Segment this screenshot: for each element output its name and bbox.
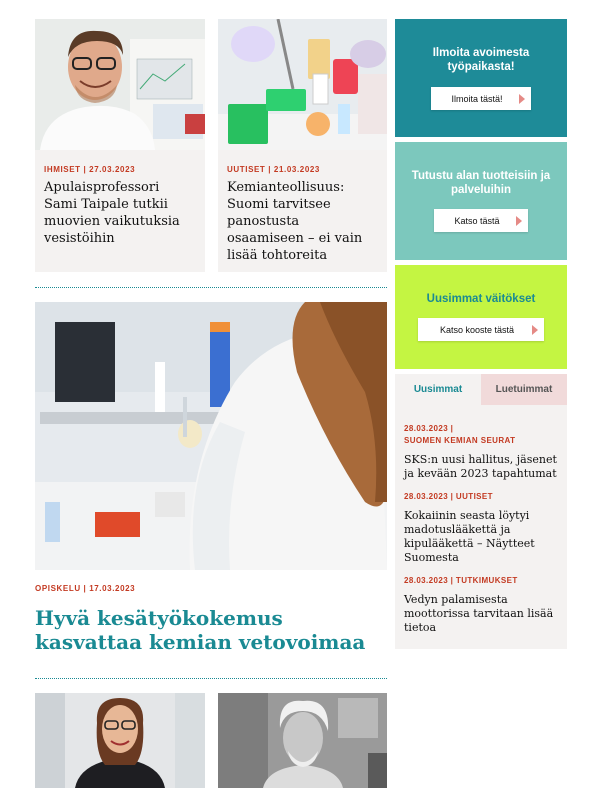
list-item[interactable] bbox=[404, 575, 560, 635]
article-image-woman[interactable] bbox=[35, 693, 205, 788]
view-products-button[interactable] bbox=[434, 209, 528, 232]
list-item[interactable] bbox=[404, 491, 560, 565]
date-label: 27.03.2023 bbox=[89, 165, 136, 174]
view-dissertations-button[interactable] bbox=[418, 318, 544, 341]
promo-title: Tutustu alan tuotteisiin ja palveluihin bbox=[411, 170, 551, 196]
promo-title: Uusimmat väitökset bbox=[426, 293, 536, 305]
category-label[interactable]: UUTISET bbox=[227, 165, 266, 174]
feature-image-lab[interactable] bbox=[35, 302, 387, 570]
tab-latest[interactable]: Uusimmat bbox=[395, 374, 481, 405]
button-label: Katso tästä bbox=[454, 215, 500, 226]
news-title[interactable]: SKS:n uusi hallitus, jäsenet ja kevään 2023 tapahtumat bbox=[404, 453, 557, 480]
article-image-older-man[interactable] bbox=[218, 693, 387, 788]
promo-box-job-ad bbox=[395, 19, 567, 137]
promo-title: Ilmoita avoimesta työpaikasta! bbox=[432, 47, 530, 73]
category-label[interactable]: OPISKELU bbox=[35, 584, 81, 593]
promo-box-dissertations bbox=[395, 265, 567, 369]
arrow-right-icon bbox=[516, 216, 522, 226]
arrow-right-icon bbox=[532, 325, 538, 335]
article-meta: UUTISET | 21.03.2023 bbox=[227, 165, 320, 174]
article-title[interactable]: Apulaisprofessori Sami Taipale tutkii muovien vaikutuksia vesistöihin bbox=[44, 180, 180, 246]
feature-title[interactable]: Hyvä kesätyökokemus kasvattaa kemian vetovoimaa bbox=[35, 606, 366, 654]
section-divider bbox=[35, 678, 387, 679]
date-label: 21.03.2023 bbox=[273, 165, 320, 174]
post-job-button[interactable] bbox=[431, 87, 531, 110]
section-divider bbox=[35, 287, 387, 288]
article-meta: IHMISET | 27.03.2023 bbox=[44, 165, 136, 174]
news-date: 28.03.2023 | TUTKIMUKSET bbox=[404, 576, 518, 585]
article-card-1[interactable] bbox=[35, 19, 205, 272]
button-label: Ilmoita tästä! bbox=[451, 93, 503, 104]
list-item[interactable] bbox=[404, 423, 560, 481]
news-date: 28.03.2023 | UUTISET bbox=[404, 492, 493, 501]
news-date: 28.03.2023 | bbox=[404, 424, 454, 433]
category-label[interactable]: IHMISET bbox=[44, 165, 81, 174]
article-image-lab-pipette[interactable] bbox=[218, 19, 387, 150]
news-list bbox=[395, 405, 567, 649]
article-title[interactable]: Kemianteollisuus: Suomi tarvitsee panostusta osaamiseen – ei vain lisää tohtoreita bbox=[227, 180, 363, 263]
feature-meta: OPISKELU | 17.03.2023 bbox=[35, 584, 136, 593]
date-label: 17.03.2023 bbox=[89, 584, 136, 593]
tab-most-read[interactable]: Luetuimmat bbox=[481, 374, 567, 405]
news-title[interactable]: Kokaiinin seasta löytyi madotuslääkettä ja kipulääkettä – Näytteet Suomesta bbox=[404, 509, 535, 564]
article-image-researcher[interactable] bbox=[35, 19, 205, 150]
category-label[interactable]: SUOMEN KEMIAN SEURAT bbox=[404, 436, 516, 445]
article-card-2[interactable] bbox=[218, 19, 387, 272]
news-title[interactable]: Vedyn palamisesta moottorissa tarvitaan lisää tietoa bbox=[404, 593, 554, 634]
promo-box-products bbox=[395, 142, 567, 260]
arrow-right-icon bbox=[519, 94, 525, 104]
button-label: Katso kooste tästä bbox=[439, 324, 515, 335]
